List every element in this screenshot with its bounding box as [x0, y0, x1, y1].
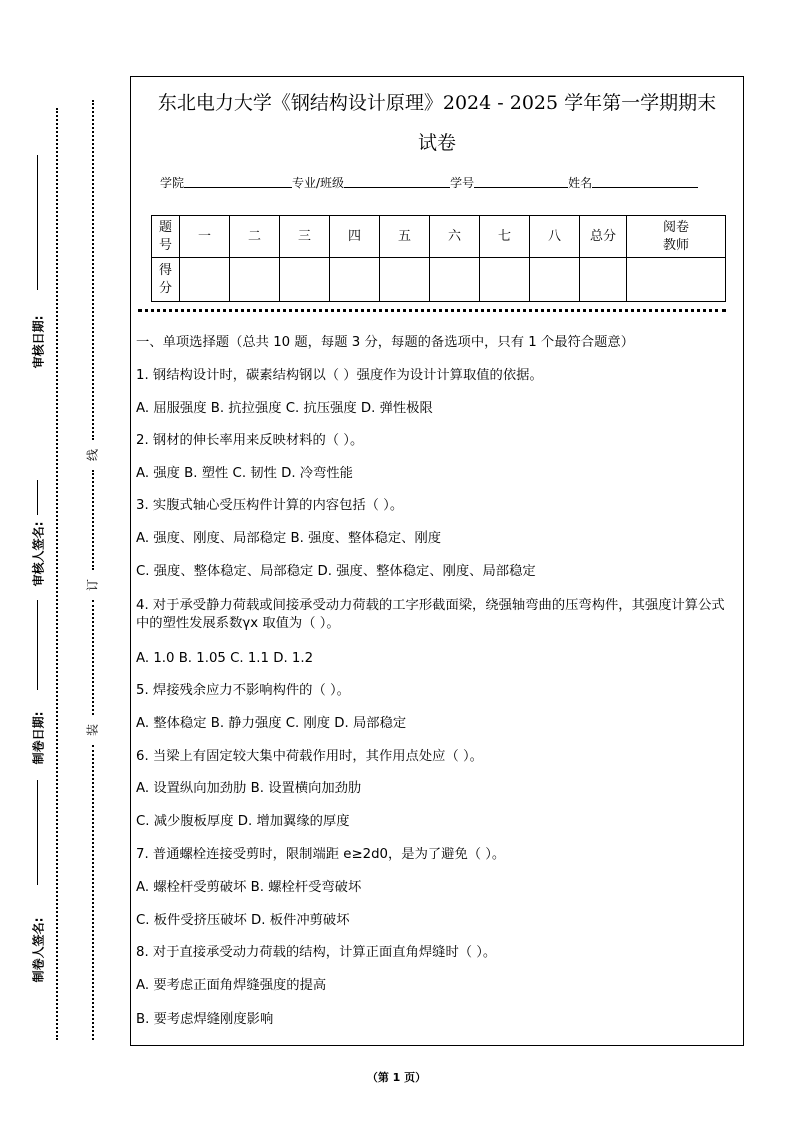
college-field[interactable]	[184, 175, 292, 188]
option-line: A. 螺栓杆受剪破坏 B. 螺栓杆受弯破坏	[136, 880, 362, 895]
score-table-col-header-grader: 阅卷教师	[627, 216, 726, 258]
score-table-row2-header: 得分	[152, 258, 180, 302]
score-table-col-header: 二	[230, 216, 280, 258]
option-line: A. 设置纵向加劲肋 B. 设置横向加劲肋	[136, 781, 362, 796]
score-table-col-header: 三	[280, 216, 330, 258]
score-cell-total[interactable]	[580, 258, 627, 302]
inner-dotted-line-mid2	[92, 600, 94, 715]
signature-line-review-date	[37, 155, 38, 290]
option-line: C. 板件受挤压破坏 D. 板件冲剪破坏	[136, 913, 350, 928]
option-line: A. 要考虑正面角焊缝强度的提高	[136, 978, 327, 993]
option-line: A. 强度、刚度、局部稳定 B. 强度、整体稳定、刚度	[136, 531, 442, 546]
signature-line-reviewer	[37, 480, 38, 515]
exam-title-line1: 东北电力大学《钢结构设计原理》2024 - 2025 学年第一学期期末	[157, 92, 717, 114]
option-line: A. 整体稳定 B. 静力强度 C. 刚度 D. 局部稳定	[136, 716, 407, 731]
bind-char-staple: 订	[85, 578, 100, 592]
score-table-col-header: 八	[530, 216, 580, 258]
student-info-row	[160, 174, 698, 191]
option-line: A. 1.0 B. 1.05 C. 1.1 D. 1.2	[136, 651, 314, 666]
score-table-col-header: 五	[380, 216, 430, 258]
question-line: 3. 实腹式轴心受压构件计算的内容包括（ ）。	[136, 498, 404, 513]
question-line: 8. 对于直接承受动力荷载的结构，计算正面直角焊缝时（ ）。	[136, 945, 497, 960]
score-cell[interactable]	[180, 258, 230, 302]
major-class-label: 专业/班级	[292, 176, 345, 190]
score-cell-grader[interactable]	[627, 258, 726, 302]
exam-title-line2: 试卷	[417, 132, 456, 154]
question-line: 2. 钢材的伸长率用来反映材料的（ ）。	[136, 433, 364, 448]
signature-line-reviewer-2	[37, 600, 38, 690]
score-cell[interactable]	[480, 258, 530, 302]
question-line: 5. 焊接残余应力不影响构件的（ ）。	[136, 683, 350, 698]
score-table-col-header: 六	[430, 216, 480, 258]
question-line: 4. 对于承受静力荷载或间接承受动力荷载的工字形截面梁，绕强轴弯曲的压弯构件，其强度计算公式中的塑性发展系数γx 取值为（ ）。	[136, 598, 725, 631]
score-table-col-header: 七	[480, 216, 530, 258]
score-cell[interactable]	[380, 258, 430, 302]
score-table	[151, 215, 726, 302]
maker-date-label: 制卷日期:	[31, 711, 46, 765]
score-cell[interactable]	[330, 258, 380, 302]
option-line: C. 强度、整体稳定、局部稳定 D. 强度、整体稳定、刚度、局部稳定	[136, 564, 536, 579]
bind-char-bind: 装	[85, 723, 100, 737]
question-line: 7. 普通螺栓连接受剪时，限制端距 e≥2d0，是为了避免（ ）。	[136, 847, 506, 862]
student-id-label: 学号	[450, 176, 475, 190]
maker-signature-label: 制卷人签名:	[31, 917, 46, 983]
inner-dotted-line-mid1	[92, 470, 94, 570]
score-table-col-header: 一	[180, 216, 230, 258]
score-table-col-header-total: 总分	[580, 216, 627, 258]
score-table-col-header: 四	[330, 216, 380, 258]
college-label: 学院	[160, 176, 185, 190]
score-cell[interactable]	[430, 258, 480, 302]
review-date-label: 审核日期:	[31, 315, 46, 369]
inner-dotted-line-top	[92, 100, 94, 440]
name-label: 姓名	[568, 176, 593, 190]
score-cell[interactable]	[230, 258, 280, 302]
reviewer-signature-label: 审核人签名:	[31, 521, 46, 587]
page-number: （第 1 页）	[366, 1071, 427, 1084]
option-line: C. 减少腹板厚度 D. 增加翼缘的厚度	[136, 814, 350, 829]
score-table-row1-header: 题号	[152, 216, 180, 258]
question-line: 6. 当梁上有固定较大集中荷载作用时，其作用点处应（ ）。	[136, 749, 483, 764]
score-cell[interactable]	[280, 258, 330, 302]
dotted-separator	[138, 309, 726, 312]
score-cell[interactable]	[530, 258, 580, 302]
inner-dotted-line-bottom	[92, 745, 94, 1040]
student-id-field[interactable]	[474, 175, 568, 188]
bind-char-line: 线	[85, 448, 100, 462]
option-line: B. 要考虑焊缝刚度影响	[136, 1012, 274, 1027]
question-line: 1. 钢结构设计时，碳素结构钢以（ ）强度作为设计计算取值的依据。	[136, 368, 543, 383]
section-heading: 一、单项选择题（总共 10 题，每题 3 分，每题的备选项中，只有 1 个最符合题意）	[136, 335, 634, 350]
signature-line-maker-date	[37, 780, 38, 885]
option-line: A. 屈服强度 B. 抗拉强度 C. 抗压强度 D. 弹性极限	[136, 401, 433, 416]
option-line: A. 强度 B. 塑性 C. 韧性 D. 冷弯性能	[136, 466, 353, 481]
name-field[interactable]	[592, 175, 698, 188]
major-class-field[interactable]	[344, 175, 450, 188]
outer-dotted-line	[56, 108, 58, 1040]
